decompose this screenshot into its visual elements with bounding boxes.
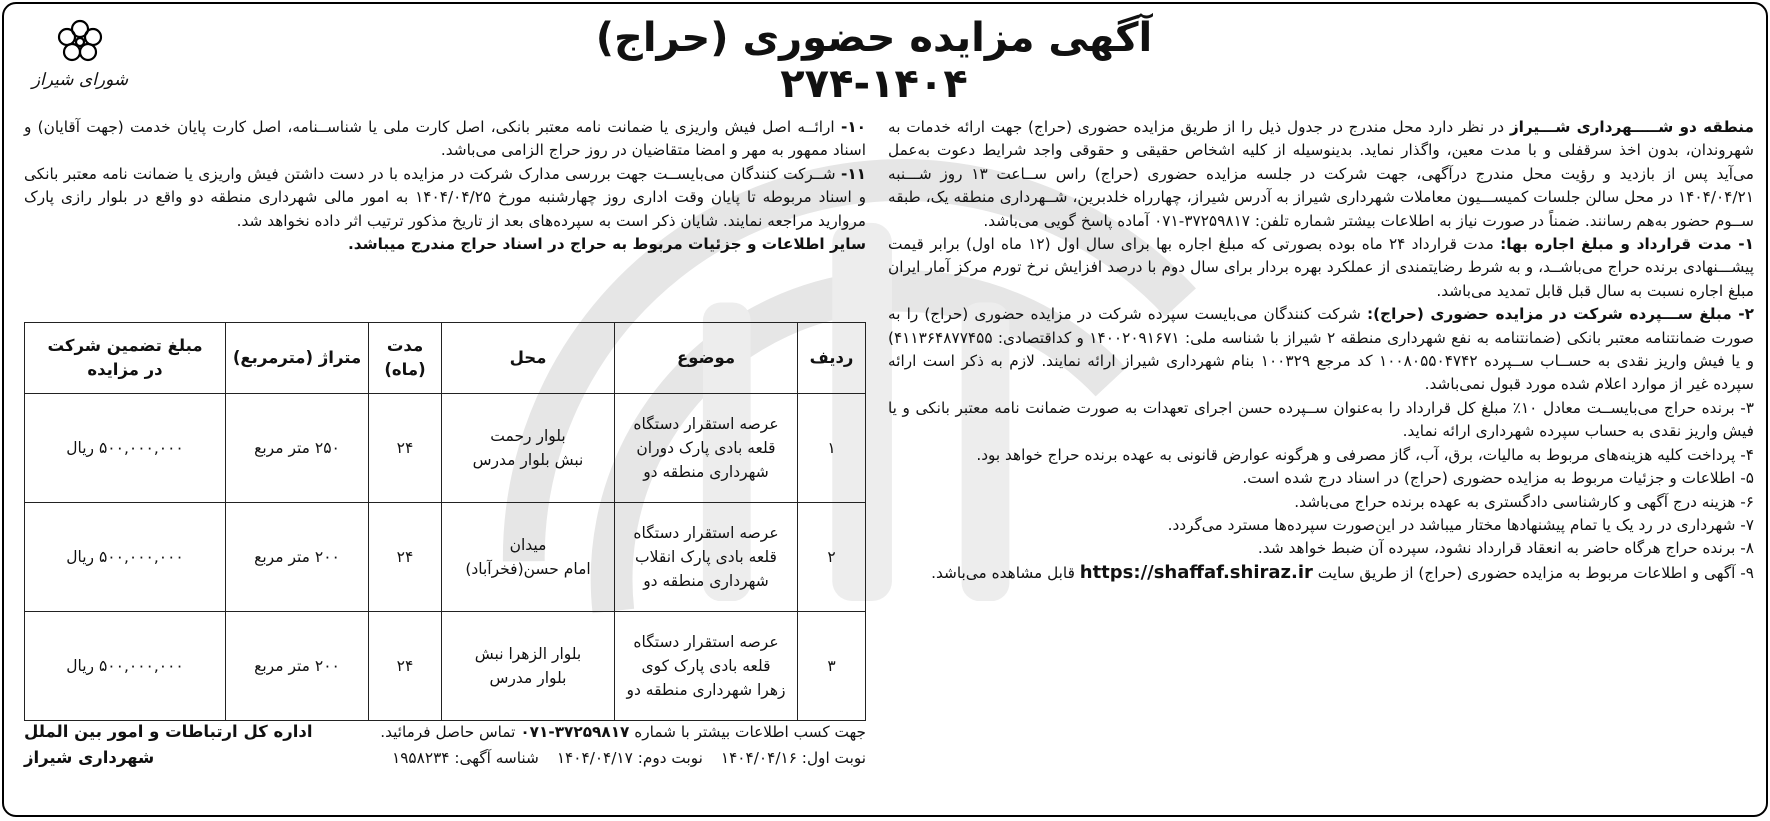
- clause-6: ۶- هزینه درج آگهی و کارشناسی دادگستری به عهده برنده حراج می‌باشد.: [1294, 492, 1754, 511]
- clause-1: ۱- مدت قرارداد و مبلغ اجاره بها: مدت قرارداد ۲۴ ماه بوده بصورتی که مبلغ اجاره بها برای سال اول (۱۲ ماه اول) برابر قیمت پیشـــنهادی برنده حراج می‌باشــد، و به شرط رضایتمندی از عملکرد بهره بردار برای سال دوم با درصد افزایش نرخ تورم مرکز آمار ایران مبلغ اجاره نسبت به سال قبل قابل تمدید می‌باشد.: [888, 235, 1754, 300]
- notice-number: ۲۷۴-۱۴۰۴: [780, 61, 968, 107]
- table-row: ۲ عرصه استقرار دستگاه قلعه بادی پارک انقلاب شهرداری منطقه دو میدان امام حسن(فخرآباد) ۲۴ ۲۰۰ متر مربع ۵۰۰,۰۰۰,۰۰۰ ریال: [25, 503, 866, 612]
- header-subject: موضوع: [615, 323, 798, 394]
- header-location: محل: [442, 323, 615, 394]
- ad-id: شناسه آگهی: ۱۹۵۸۲۳۴: [391, 749, 539, 767]
- left-column: [24, 116, 866, 256]
- intro-text: در نظر دارد محل مندرج در جدول ذیل را از طریق مزایده حضوری (حراج) جهت ارائه خدمات به شهروندان، بدون اخذ سرقفلی و با مدت معین، واگذار نماید. بدینوسیله از کلیه اشخاص حقیقی و حقوقی واجد شرایط دعوت به‌عمل می‌آید پس از بازدید و رؤیت محل مندرج درآگهی، جهت شرکت در جلسه مزایده حضوری (حراج) راس ســاعت ۱۳ روز شـــنبه ۱۴۰۴/۰۴/۲۱ در محل سالن جلسات کمیســـیون معاملات شهرداری شیراز به آدرس شیراز، چهارراه خلدبرین، شــهرداری منطقه یک، طبقه ســوم حضور به‌هم رسانند. ضمناً در صورت نیاز به اطلاعات بیشتر شماره تلفن: ۳۷۲۵۹۸۱۷-۰۷۱ آماده پاسخ گویی می‌باشد.: [888, 118, 1754, 230]
- clause-4: ۴- پرداخت کلیه هزینه‌های مربوط به مالیات، برق، آب، گاز مصرفی و هرگونه عوارض قانونی به عهده برنده حراج خواهد بود.: [976, 445, 1754, 464]
- shiraz-council-logo: [26, 18, 134, 114]
- table-header-row: [25, 323, 866, 394]
- flower-logo-icon: [55, 18, 105, 68]
- auction-items-table: [24, 322, 866, 721]
- first-turn-date: نوبت اول: ۱۴۰۴/۰۴/۱۶: [720, 749, 866, 767]
- clause-2: ۲- مبلغ ســـپرده شرکت در مزایده حضوری (حراج): شرکت کنندگان می‌بایست سپرده شرکت در مزایده حضوری (حراج) را به صورت ضمانتنامه معتبر بانکی (ضمانتنامه به نفع شهرداری منطقه ۲ شیراز با شناسه ملی: ۱۴۰۰۲۰۹۱۶۷۱ و کداقتصادی: ۴۱۱۳۶۴۸۷۷۴۵۵) و یا فیش واریز نقدی به حســاب ســپرده ۱۰۰۸۰۵۵۰۴۷۴۲ کد مرجع ۱۰۰۳۲۹ بنام شهرداری شیراز ارائه نمایند. لازم به ذکر است ارائه سپرده غیر از موارد اعلام شده مورد قبول نمی‌باشد.: [888, 305, 1754, 394]
- header-deposit: مبلغ تضمین شرکت در مزایده: [25, 323, 226, 394]
- org-name-line2: شهرداری شیراز: [24, 748, 155, 767]
- clause-11: ۱۱- شــرکت کنندگان می‌بایســت جهت بررسی مدارک شرکت در مزایده با در دست داشتن فیش واریزی یا ضمانت نامه معتبر بانکی و اسناد مربوطه تا پایان وقت اداری روز چهارشنبه مورخ ۱۴۰۴/۰۴/۲۵ به امور مالی شهرداری منطقه دو واقع در بلوار رازی پارک مرواريد مراجعه نمایند. شایان ذکر است به سپرده‌های بعد از تاریخ مذکور ترتیب اثر داده نخواهد شد.: [24, 164, 866, 230]
- clause-8: ۸- برنده حراج هرگاه حاضر به انعقاد قرارداد نشود، سپرده آن ضبط خواهد شد.: [1257, 539, 1754, 558]
- right-column: [888, 116, 1754, 585]
- logo-caption: شورای شیراز: [31, 70, 129, 90]
- intro-lead: منطقه دو شـــــهرداری شـــیراز: [1509, 118, 1754, 136]
- header-area: متراژ (مترمربع): [226, 323, 369, 394]
- clause-5: ۵- اطلاعات و جزئیات مربوط به مزایده حضوری (حراج) در اسناد درج شده است.: [1242, 469, 1754, 488]
- auction-notice: شورای شیراز آگهی مزایده حضوری (حراج) ۲۷۴-۱۴۰۴ منطقه دو شـــــهرداری شـــیراز در نظر دارد محل مندرج در جدول ذیل را از طریق مزایده حضوری (حراج) جهت ارائه خدمات به شهروندان، بدون اخذ سرقفلی و با مدت معین، واگذار نماید. بدینوسیله از کلیه اشخاص حقیقی و حقوقی واجد شرایط دعوت به‌عمل می‌آید پس از بازدید و رؤیت محل مندرج درآگهی، جهت شرکت در جلسه مزایده حضوری (حراج) راس ســاعت ۱۳ روز شـــنبه ۱۴۰۴/۰۴/۲۱ در محل سالن جلسات کمیســـیون معاملات شهرداری شیراز به آدرس شیراز، چهارراه خلدبرین، شــهرداری منطقه یک، طبقه ســوم حضور به‌هم رسانند. ضمناً در صورت نیاز به اطلاعات بیشتر شماره تلفن: ۳۷۲۵۹۸۱۷-۰۷۱ آماده پاسخ گویی می‌باشد. ۱- مدت قرارداد و مبلغ اجاره بها: مدت قرارداد ۲۴ ماه بوده بصورتی که مبلغ اجاره بها برای سال اول (۱۲ ماه اول) برابر قیمت پیشـــنهادی برنده حراج می‌باشــد، و به شرط رضایتمندی از عملکرد بهره بردار برای سال دوم با درصد افزایش نرخ تورم مرکز آمار ایران مبلغ اجاره نسبت به سال قبل قابل تمدید می‌باشد. ۲- مبلغ ســـپرده شرکت در مزایده حضوری (حراج): شرکت کنندگان می‌بایست سپرده شرکت در مزایده حضوری (حراج) را به صورت ضمانتنامه معتبر بانکی (ضمانتنامه به نفع شهرداری منطقه ۲ شیراز با شناسه ملی: ۱۴۰۰۲۰۹۱۶۷۱ و کداقتصادی: ۴۱۱۳۶۴۸۷۷۴۵۵) و یا فیش واریز نقدی به حســاب ســپرده ۱۰۰۸۰۵۵۰۴۷۴۲ کد مرجع ۱۰۰۳۲۹ بنام شهرداری شیراز ارائه نمایند. لازم به ذکر است ارائه سپرده غیر از موارد اعلام شده مورد قبول نمی‌باشد. ۳- برنده حراج می‌بایســت معادل ۱۰٪ مبلغ کل قرارداد را به‌عنوان ســپرده حسن اجرای تعهدات به صورت ضمانت نامه معتبر بانکی و یا فیش واریز نقدی به حساب سپرده شهرداری ارائه نماید. ۴- پرداخت کلیه هزینه‌های مربوط به مالیات، برق، آب، گاز مصرفی و هرگونه عوارض قانونی به عهده برنده حراج خواهد بود. ۵- اطلاعات و جزئیات مربوط به مزایده حضوری (حراج) در اسناد درج شده است. ۶- هزینه درج آگهی و کارشناسی دادگستری به عهده برنده حراج می‌باشد. ۷- شهرداری در رد یک یا تمام پیشنهادها مختار میباشد در این‌صورت سپرده‌ها مسترد می‌گردد. ۸- برنده حراج هرگاه حاضر به انعقاد قرارداد نشود، سپرده آن ضبط خواهد شد. ۹- آگهی و اطلاعات مربوط به مزایده حضوری (حراج) از طریق سایت https://shaffaf.shiraz.ir قابل مشاهده می‌باشد. ۱۰- ارائــه اصل فیش واریزی یا ضمانت نامه معتبر بانکی، اصل کارت ملی یا شناســنامه، اصل کارت پایان خدمت (جهت آقایان) و اسناد ممهور به مهر و امضا متقاضیان در روز حراج الزامی می‌باشد. ۱۱- شــرکت کنندگان می‌بایســت جهت بررسی مدارک شرکت در مزایده با در دست داشتن فیش واریزی یا ضمانت نامه معتبر بانکی و اسناد مربوطه تا پایان وقت اداری روز چهارشنبه مورخ ۱۴۰۴/۰۴/۲۵ به امور مالی شهرداری منطقه دو واقع در بلوار رازی پارک مرواريد مراجعه نمایند. شایان ذکر است به سپرده‌های بعد از تاریخ مذکور ترتیب اثر داده نخواهد شد. سایر اطلاعات و جزئیات مربوط به حراج در اسناد حراج مندرج میباشد. ردیف موضوع محل مدت (ماه) متراژ (مترمربع) مبلغ تضمین شرکت در مزایده ۱ عرصه استقرار دستگاه قلعه بادی پارک دوران شهرداری منطقه دو بلوار رحمت نبش بلوار مدرس ۲۴ ۲۵۰ متر مربع ۵۰۰,۰۰۰,۰۰۰ ریال ۲ عرصه استقرار دستگاه قلعه بادی پارک انقلاب شهرداری منطقه دو میدان امام حسن(فخرآباد) ۲۴ ۲۰۰ متر مربع ۵۰۰,۰۰۰,۰۰۰ ریال ۳ عرصه استقرار دستگاه قلعه بادی پارک کوی زهرا شهرداری منطقه دو بلوار الزهرا نبش بلوار مدرس ۲۴ ۲۰۰ متر مربع ۵۰۰,۰۰۰,۰۰۰ ریال جهت کسب اطلاعات بیشتر با شماره ۳۷۲۵۹۸۱۷-۰۷۱ تماس حاصل فرمائید. اداره کل ارتباطات و امور بین الملل نوبت اول: ۱۴۰۴/۰۴/۱۶نوبت دوم: ۱۴۰۴/۰۴/۱۷شناسه آگهی: ۱۹۵۸۲۳۴ شهرداری شیراز: [2, 2, 1768, 817]
- bold-note: سایر اطلاعات و جزئیات مربوط به حراج در اسناد حراج مندرج میباشد.: [347, 235, 866, 254]
- second-turn-date: نوبت دوم: ۱۴۰۴/۰۴/۱۷: [556, 749, 703, 767]
- table-row: ۱ عرصه استقرار دستگاه قلعه بادی پارک دوران شهرداری منطقه دو بلوار رحمت نبش بلوار مدرس ۲۴ ۲۵۰ متر مربع ۵۰۰,۰۰۰,۰۰۰ ریال: [25, 394, 866, 503]
- clause-9: ۹- آگهی و اطلاعات مربوط به مزایده حضوری (حراج) از طریق سایت https://shaffaf.shiraz.ir قابل مشاهده می‌باشد.: [931, 561, 1754, 583]
- shaffaf-site-link[interactable]: https://shaffaf.shiraz.ir: [1079, 561, 1313, 583]
- header-duration: مدت (ماه): [369, 323, 442, 394]
- clause-7: ۷- شهرداری در رد یک یا تمام پیشنهادها مختار میباشد در این‌صورت سپرده‌ها مسترد می‌گردد.: [1167, 515, 1754, 534]
- header-row-number: ردیف: [798, 323, 866, 394]
- intro-paragraph: [888, 116, 1754, 233]
- org-name-line1: اداره کل ارتباطات و امور بین الملل: [24, 722, 313, 741]
- page-title: آگهی مزایده حضوری (حراج): [595, 15, 1153, 61]
- clause-10: ۱۰- ارائــه اصل فیش واریزی یا ضمانت نامه معتبر بانکی، اصل کارت ملی یا شناســنامه، اصل کارت پایان خدمت (جهت آقایان) و اسناد ممهور به مهر و امضا متقاضیان در روز حراج الزامی می‌باشد.: [24, 118, 866, 160]
- table-row: ۳ عرصه استقرار دستگاه قلعه بادی پارک کوی زهرا شهرداری منطقه دو بلوار الزهرا نبش بلوار مدرس ۲۴ ۲۰۰ متر مربع ۵۰۰,۰۰۰,۰۰۰ ریال: [25, 612, 866, 721]
- clause-3: ۳- برنده حراج می‌بایســت معادل ۱۰٪ مبلغ کل قرارداد را به‌عنوان ســپرده حسن اجرای تعهدات به صورت ضمانت نامه معتبر بانکی و یا فیش واریز نقدی به حساب سپرده شهرداری ارائه نماید.: [888, 398, 1754, 441]
- contact-phone: ۳۷۲۵۹۸۱۷-۰۷۱: [520, 723, 630, 741]
